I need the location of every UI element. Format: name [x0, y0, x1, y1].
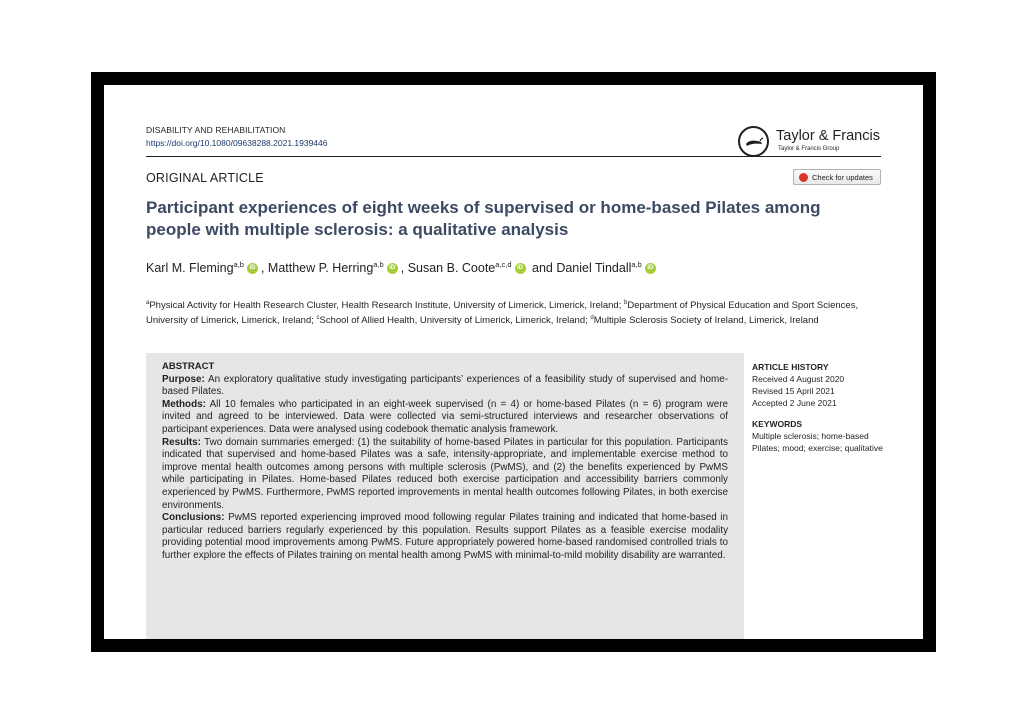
- author-list: Karl M. Fleming$^{a,b}$ iD , Matthew P. Herring$^{a,b}$ iD , Susan B. Coote$^{a,c,d}$ iD and Daniel Tindall$^{a,b}$ iD: [146, 260, 659, 275]
- affiliation-c: School of Allied Health, University of Limerick, Limerick, Ireland;: [319, 315, 588, 327]
- author-affiliation-marker: a,b: [373, 260, 384, 269]
- article-history-heading: ARTICLE HISTORY: [752, 362, 829, 372]
- author-name: Karl M. Fleming: [146, 261, 234, 276]
- author-affiliation-marker: a,c,d: [495, 260, 512, 269]
- orcid-icon[interactable]: iD: [387, 263, 398, 274]
- orcid-icon[interactable]: iD: [247, 263, 258, 274]
- article-sidebar: [752, 361, 892, 454]
- abstract-conclusions: Conclusions: PwMS reported experiencing improved mood following regular Pilates training and indicated that home-based in particular reduced barriers regularly experienced by this population. Results support Pilates as a feasible exercise modality providing potential mood improvements among PwMS. Future appropriately powered home-based randomised controlled trials to further explore the effects of Pilates training on mental health among PwMS with minimal-to-mild mobility disability are warranted.: [162, 512, 728, 561]
- accepted-date: Accepted 2 June 2021: [752, 398, 837, 408]
- affiliation-a: Physical Activity for Health Research Cluster, Health Research Institute, University of Limerick, Limerick, Ireland;: [149, 300, 622, 312]
- abstract-heading: ABSTRACT: [162, 361, 215, 372]
- author-name: Daniel Tindall: [556, 261, 632, 276]
- orcid-icon[interactable]: iD: [515, 263, 526, 274]
- article-type: ORIGINAL ARTICLE: [146, 171, 264, 185]
- journal-name: DISABILITY AND REHABILITATION: [146, 125, 286, 135]
- abstract-box: [146, 353, 744, 639]
- abstract-methods: Methods: All 10 females who participated in an eight-week supervised (n = 4) or home-based Pilates (n = 6) program were invited and agreed to be interviewed. Data were collected via semi-structured interviews and researcher observations of participant experiences. Data were analysed using codebook thematic analysis framework.: [162, 398, 728, 435]
- check-for-updates-button[interactable]: [793, 169, 881, 185]
- abstract-results: Results: Two domain summaries emerged: (1) the suitability of home-based Pilates in particular for this population. Participants indicated that supervised and home-based Pilates was a safe, intensity-appropriate, and implementable exercise method to improve mental health outcomes among persons with multiple sclerosis (PwMS), and (2) the benefits experienced by PwMS while participating in Pilates. Home-based Pilates reduced both exercise participation and accessibility barriers commonly experienced by PwMS. Furthermore, PwMS reported improvements in mental health outcomes following Pilates, in both exercise environments.: [162, 436, 728, 511]
- publisher-group: Taylor & Francis Group: [778, 146, 840, 152]
- crossmark-icon: [799, 173, 808, 182]
- article-title: Participant experiences of eight weeks of supervised or home-based Pilates among people with multiple sclerosis: a qualitative analysis: [146, 198, 821, 239]
- keywords-text: Multiple sclerosis; home-based Pilates; mood; exercise; qualitative: [752, 431, 883, 453]
- revised-date: Revised 15 April 2021: [752, 386, 835, 396]
- publisher-logo: [738, 120, 898, 160]
- keywords-heading: KEYWORDS: [752, 419, 803, 429]
- author-name: Susan B. Coote: [407, 261, 496, 276]
- image-frame: [91, 72, 936, 652]
- affiliation-b: Department of Physical Education and Sport Sciences, University of Limerick, Limerick, Ireland;: [146, 300, 859, 327]
- affiliation-d: Multiple Sclerosis Society of Ireland, Limerick, Ireland: [593, 315, 819, 327]
- author-affiliation-marker: a,b: [233, 260, 244, 269]
- check-for-updates-label: Check for updates: [812, 172, 873, 182]
- abstract-purpose: Purpose: An exploratory qualitative study investigating participants’ experiences of a feasibility study of supervised and home-based Pilates.: [162, 373, 728, 398]
- affiliations: $^a$Physical Activity for Health Research Cluster, Health Research Institute, University of Limerick, Limerick, Ireland; $^b$Department of Physical Education and Sport Sciences, University of Limerick, Limerick, Ireland; $^c$School of Allied Health, University of Limerick, Limerick, Ireland; $^d$Multiple Sclerosis Society of Ireland, Limerick, Ireland: [146, 300, 859, 327]
- publisher-lamp-icon: [738, 126, 769, 157]
- received-date: Received 4 August 2020: [752, 374, 845, 384]
- author-affiliation-marker: a,b: [631, 260, 642, 269]
- orcid-icon[interactable]: iD: [645, 263, 656, 274]
- publisher-name: Taylor & Francis: [776, 128, 880, 144]
- author-name: Matthew P. Herring: [267, 261, 374, 276]
- paper-page: [104, 85, 923, 639]
- doi-link[interactable]: https://doi.org/10.1080/09638288.2021.1939446: [146, 138, 328, 148]
